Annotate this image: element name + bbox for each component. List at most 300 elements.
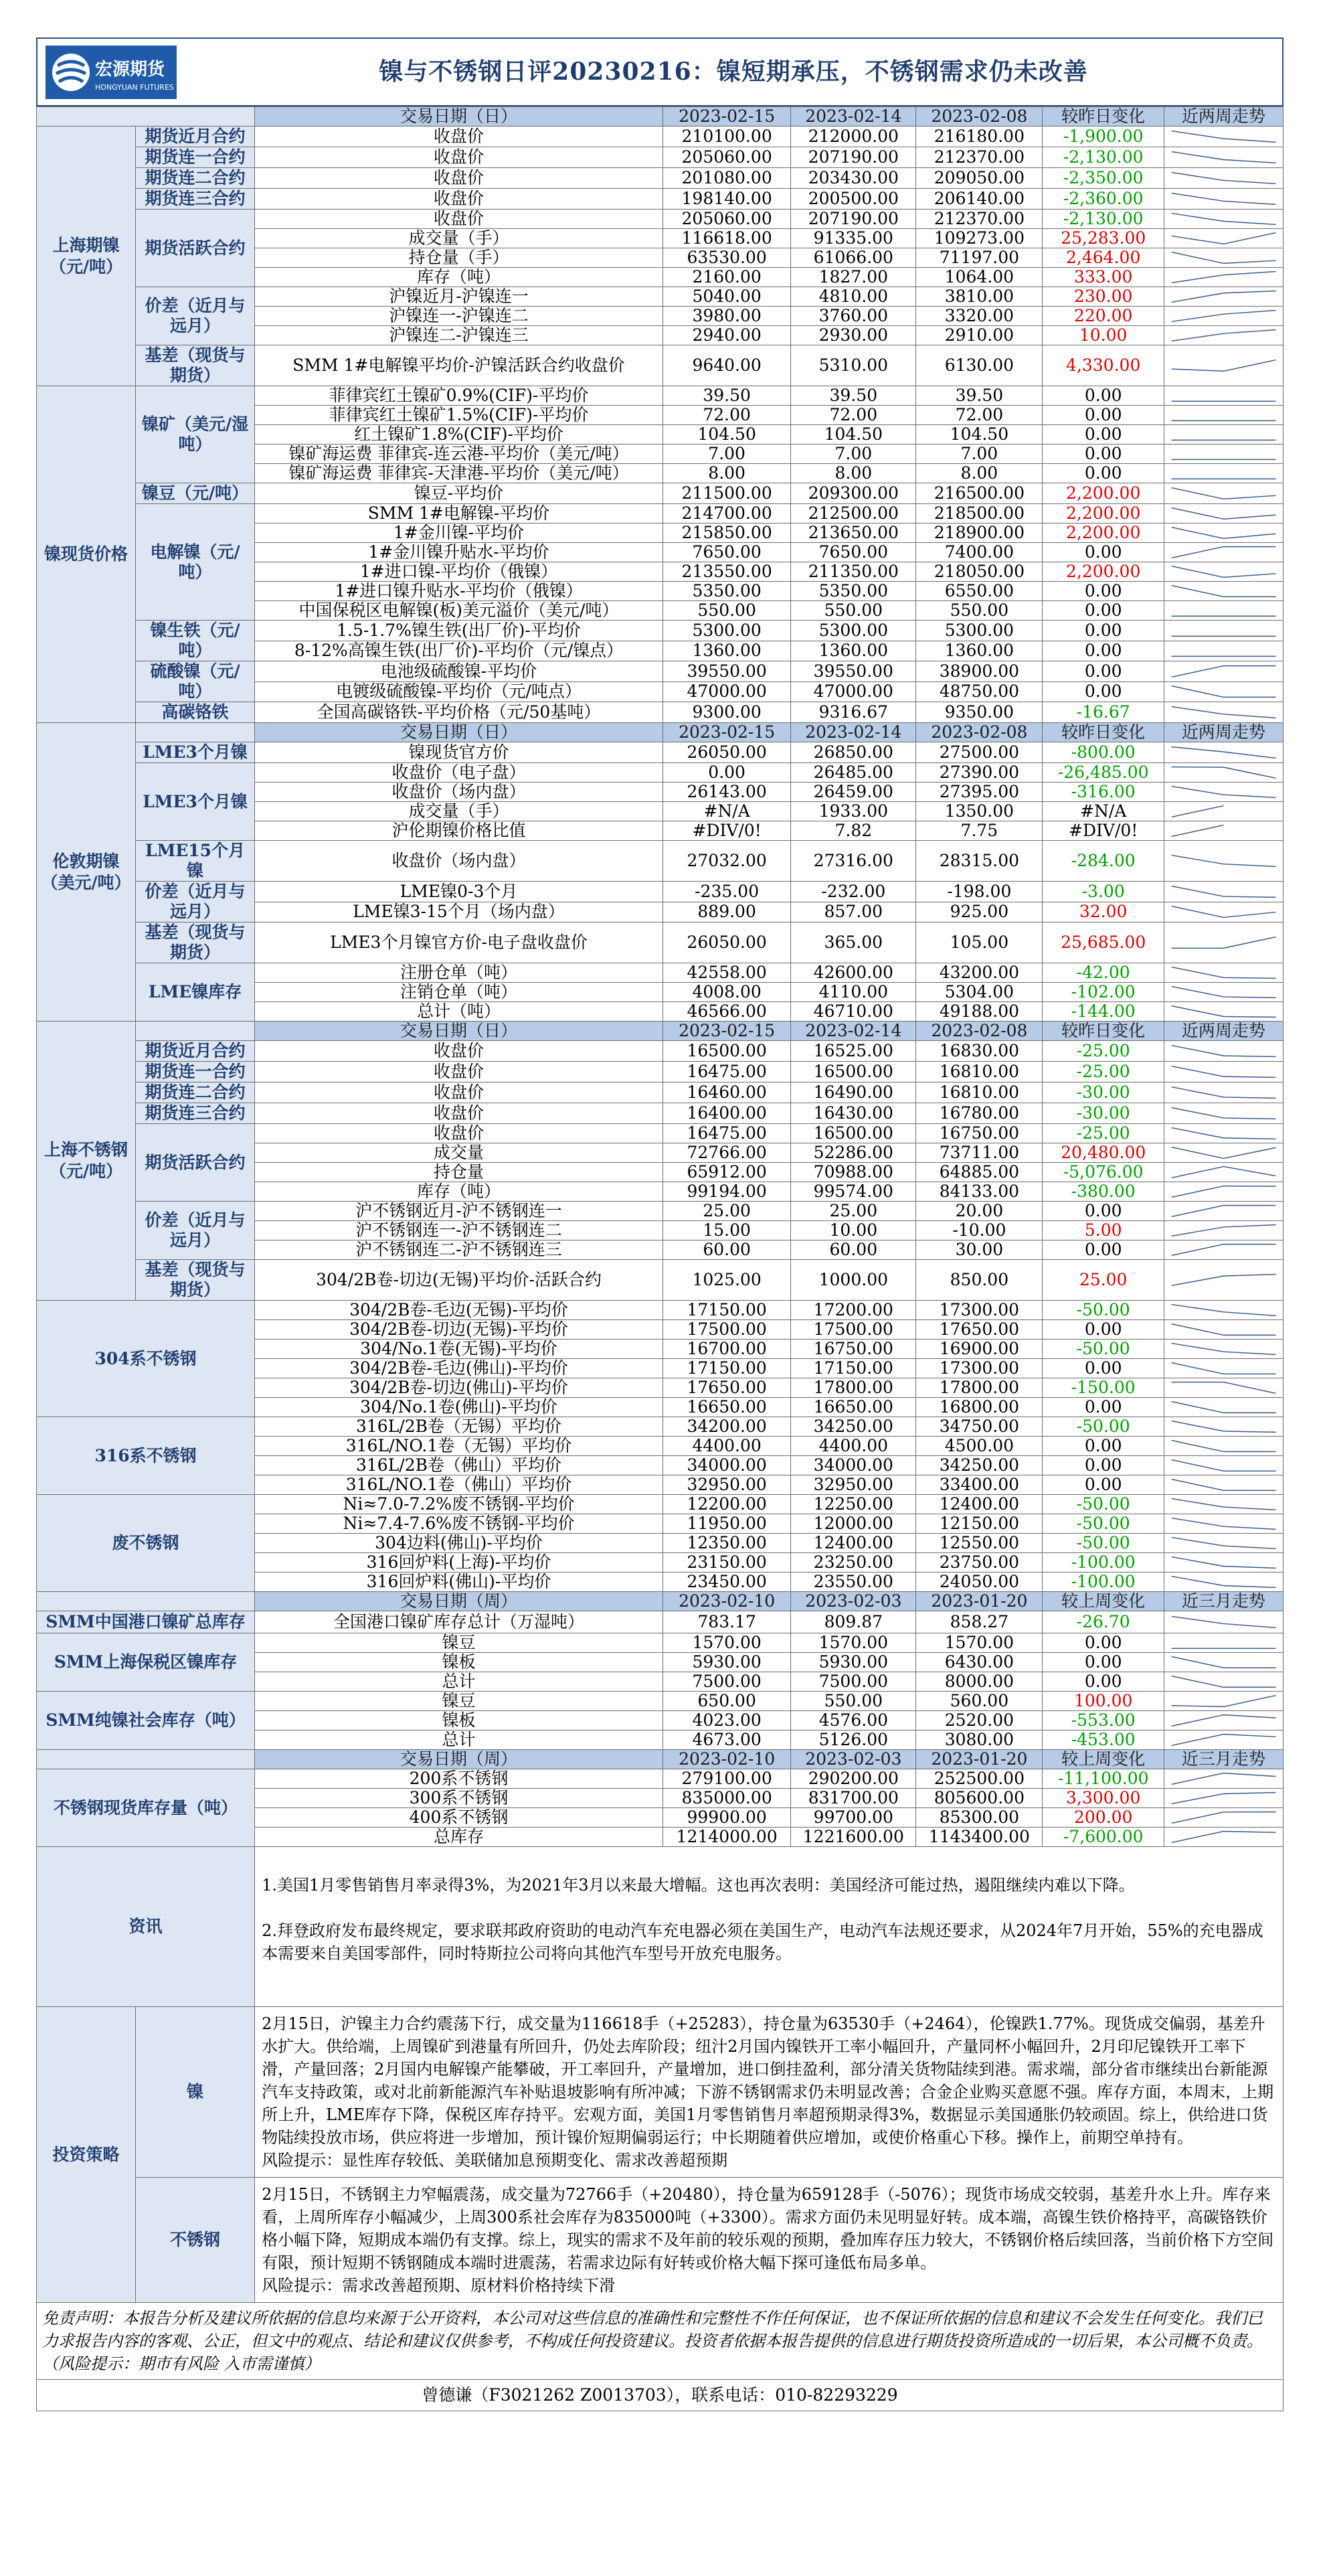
change-cell: -316.00	[1043, 783, 1164, 802]
page-title: 镍与不锈钢日评20230216：镍短期承压，不锈钢需求仍未改善	[379, 58, 1088, 86]
column-header: 2023-02-08	[916, 107, 1043, 127]
strategy-row	[37, 2178, 1284, 2303]
row-label: 成交量（手）	[255, 802, 663, 821]
value-cell: 20.00	[916, 1202, 1043, 1221]
trend-sparkline	[1164, 1260, 1283, 1301]
column-header: 2023-02-03	[791, 1750, 916, 1769]
strategy-ss-label: 不锈钢	[136, 2178, 255, 2303]
trend-sparkline	[1164, 168, 1283, 189]
value-cell: 857.00	[791, 902, 916, 922]
value-cell: 46710.00	[791, 1002, 916, 1022]
trend-sparkline	[1164, 406, 1283, 425]
value-cell: 835000.00	[663, 1789, 790, 1808]
value-cell: 16650.00	[791, 1398, 916, 1417]
value-cell: 23250.00	[791, 1553, 916, 1573]
value-cell: 16650.00	[663, 1398, 790, 1417]
trend-sparkline	[1164, 802, 1283, 821]
value-cell: 9316.67	[791, 702, 916, 723]
table-row	[37, 922, 1284, 963]
value-cell: 290200.00	[791, 1769, 916, 1789]
change-cell: -380.00	[1043, 1182, 1164, 1202]
value-cell: 1360.00	[916, 641, 1043, 661]
value-cell: 16700.00	[663, 1340, 790, 1359]
value-cell: 47000.00	[791, 681, 916, 702]
value-cell: 26143.00	[663, 783, 790, 802]
value-cell: 104.50	[663, 425, 790, 445]
trend-sparkline	[1164, 210, 1283, 229]
value-cell: 216180.00	[916, 127, 1043, 147]
value-cell: 1221600.00	[791, 1828, 916, 1847]
row-label: 300系不锈钢	[255, 1789, 663, 1808]
row-label: 镍矿海运费 菲律宾-天津港-平均价（美元/吨）	[255, 464, 663, 483]
change-cell: -50.00	[1043, 1495, 1164, 1514]
value-cell: 783.17	[663, 1611, 790, 1633]
row-label: 镍豆	[255, 1692, 663, 1711]
trend-sparkline	[1164, 307, 1283, 326]
change-cell: 0.00	[1043, 1672, 1164, 1692]
value-cell: #N/A	[663, 802, 790, 821]
change-cell: 0.00	[1043, 582, 1164, 601]
row-label: 收盘价（电子盘）	[255, 763, 663, 783]
value-cell: 925.00	[916, 902, 1043, 922]
value-cell: 2520.00	[916, 1711, 1043, 1730]
value-cell: 5300.00	[916, 621, 1043, 641]
value-cell: 27032.00	[663, 841, 790, 882]
row-label: SMM 1#电解镍平均价-沪镍活跃合约收盘价	[255, 345, 663, 386]
value-cell: 38900.00	[916, 661, 1043, 682]
trend-sparkline	[1164, 621, 1283, 641]
row-label: 8-12%高镍生铁(出厂价)-平均价（元/镍点）	[255, 641, 663, 661]
row-label: 镍板	[255, 1653, 663, 1672]
row-label: 镍现货官方价	[255, 742, 663, 763]
change-cell: 0.00	[1043, 1240, 1164, 1260]
change-cell: 0.00	[1043, 543, 1164, 562]
value-cell: 16460.00	[663, 1082, 790, 1103]
column-header: 近两周走势	[1164, 723, 1283, 742]
change-cell: 32.00	[1043, 902, 1164, 922]
value-cell: 8.00	[791, 464, 916, 483]
row-label: 304边料(佛山)-平均价	[255, 1534, 663, 1553]
change-cell: 220.00	[1043, 307, 1164, 326]
row-label: 收盘价（场内盘）	[255, 783, 663, 802]
column-header: 近三月走势	[1164, 1592, 1283, 1611]
value-cell: 8.00	[663, 464, 790, 483]
value-cell: 6430.00	[916, 1653, 1043, 1672]
value-cell: 28315.00	[916, 841, 1043, 882]
trend-sparkline	[1164, 1301, 1283, 1320]
trend-sparkline	[1164, 1730, 1283, 1750]
value-cell: 218500.00	[916, 504, 1043, 524]
value-cell: 198140.00	[663, 189, 790, 210]
change-cell: 4,330.00	[1043, 345, 1164, 386]
value-cell: 7.00	[791, 445, 916, 464]
row-label: 成交量（手）	[255, 229, 663, 248]
value-cell: 212000.00	[791, 127, 916, 147]
trend-sparkline	[1164, 326, 1283, 345]
value-cell: 2910.00	[916, 326, 1043, 345]
table-row	[37, 1202, 1284, 1221]
row-label: 收盘价	[255, 1062, 663, 1082]
section-shanghai-stainless: 上海不锈钢（元/吨）	[37, 1022, 136, 1301]
strategy-row	[37, 2007, 1284, 2178]
value-cell: 26459.00	[791, 783, 916, 802]
column-header: 交易日期（日）	[255, 107, 663, 127]
value-cell: 42558.00	[663, 963, 790, 983]
value-cell: 17150.00	[663, 1359, 790, 1378]
value-cell: 16810.00	[916, 1062, 1043, 1082]
column-header: 近三月走势	[1164, 1750, 1283, 1769]
value-cell: 34250.00	[791, 1417, 916, 1437]
value-cell: 12000.00	[791, 1514, 916, 1534]
value-cell: 73711.00	[916, 1143, 1043, 1163]
value-cell: 212500.00	[791, 504, 916, 524]
value-cell: -232.00	[791, 882, 916, 902]
value-cell: 4400.00	[791, 1437, 916, 1456]
row-label: 收盘价	[255, 189, 663, 210]
trend-sparkline	[1164, 783, 1283, 802]
value-cell: 4576.00	[791, 1711, 916, 1730]
table-header-row	[37, 723, 1284, 742]
value-cell: 12550.00	[916, 1534, 1043, 1553]
value-cell: 25.00	[663, 1202, 790, 1221]
trend-sparkline	[1164, 445, 1283, 464]
table-row	[37, 763, 1284, 783]
change-cell: #DIV/0!	[1043, 821, 1164, 841]
value-cell: 26050.00	[663, 742, 790, 763]
value-cell: 26485.00	[791, 763, 916, 783]
value-cell: 7500.00	[791, 1672, 916, 1692]
change-cell: 0.00	[1043, 425, 1164, 445]
row-label: 316回炉料(佛山)-平均价	[255, 1573, 663, 1592]
change-cell: -3.00	[1043, 882, 1164, 902]
header-blank	[37, 1750, 255, 1769]
change-cell: -50.00	[1043, 1417, 1164, 1437]
group-lme3: LME3个月镍	[136, 742, 255, 763]
change-cell: 0.00	[1043, 1398, 1164, 1417]
column-header: 2023-01-20	[916, 1592, 1043, 1611]
value-cell: 5300.00	[663, 621, 790, 641]
risk-note: 风险提示：显性库存较低、美联储加息预期变化、需求改善超预期	[262, 2151, 728, 2170]
row-label: 中国保税区电解镍(板)美元溢价（美元/吨）	[255, 601, 663, 621]
value-cell: 1570.00	[663, 1633, 790, 1653]
value-cell: 104.50	[791, 425, 916, 445]
change-cell: 100.00	[1043, 1692, 1164, 1711]
value-cell: 550.00	[791, 1692, 916, 1711]
trend-sparkline	[1164, 1082, 1283, 1103]
change-cell: 200.00	[1043, 1808, 1164, 1828]
group-nickel-sulfate: 硫酸镍（元/吨）	[136, 661, 255, 702]
value-cell: 201080.00	[663, 168, 790, 189]
column-header: 较昨日变化	[1043, 107, 1164, 127]
value-cell: 1214000.00	[663, 1828, 790, 1847]
column-header: 交易日期（周）	[255, 1592, 663, 1611]
group-lme3-detail: LME3个月镍	[136, 763, 255, 841]
value-cell: 72.00	[791, 406, 916, 425]
value-cell: 30.00	[916, 1240, 1043, 1260]
table-row	[37, 841, 1284, 882]
value-cell: 43200.00	[916, 963, 1043, 983]
value-cell: 2160.00	[663, 268, 790, 287]
value-cell: 858.27	[916, 1611, 1043, 1633]
table-row	[37, 168, 1284, 189]
row-label: 库存（吨）	[255, 268, 663, 287]
value-cell: 9350.00	[916, 702, 1043, 723]
value-cell: 831700.00	[791, 1789, 916, 1808]
table-row	[37, 742, 1284, 763]
row-label: 菲律宾红土镍矿0.9%(CIF)-平均价	[255, 386, 663, 406]
trend-sparkline	[1164, 425, 1283, 445]
change-cell: 0.00	[1043, 386, 1164, 406]
group-contract-3: 期货连三合约	[136, 189, 255, 210]
trend-sparkline	[1164, 1633, 1283, 1653]
group-ss-near-month: 期货近月合约	[136, 1041, 255, 1062]
trend-sparkline	[1164, 1202, 1283, 1221]
value-cell: 5126.00	[791, 1730, 916, 1750]
value-cell: 25.00	[791, 1202, 916, 1221]
change-cell: 333.00	[1043, 268, 1164, 287]
value-cell: -10.00	[916, 1221, 1043, 1240]
row-label: 全国高碳铬铁-平均价格（元/50基吨）	[255, 702, 663, 723]
change-cell: -26.70	[1043, 1611, 1164, 1633]
value-cell: 5930.00	[791, 1653, 916, 1672]
row-label: 沪镍近月-沪镍连一	[255, 287, 663, 307]
change-cell: 0.00	[1043, 1359, 1164, 1378]
value-cell: 26050.00	[663, 922, 790, 963]
value-cell: 1360.00	[663, 641, 790, 661]
row-label: 沪不锈钢连一-沪不锈钢连二	[255, 1221, 663, 1240]
value-cell: 9300.00	[663, 702, 790, 723]
value-cell: 207190.00	[791, 210, 916, 229]
value-cell: 33400.00	[916, 1475, 1043, 1495]
change-cell: 0.00	[1043, 1202, 1164, 1221]
trend-sparkline	[1164, 248, 1283, 268]
row-label: 收盘价	[255, 147, 663, 168]
row-label: SMM 1#电解镍-平均价	[255, 504, 663, 524]
column-header: 交易日期（周）	[255, 1750, 663, 1769]
table-row	[37, 483, 1284, 504]
change-cell: -11,100.00	[1043, 1769, 1164, 1789]
table-row	[37, 1103, 1284, 1124]
trend-sparkline	[1164, 641, 1283, 661]
column-header: 较昨日变化	[1043, 723, 1164, 742]
change-cell: -42.00	[1043, 963, 1164, 983]
row-label: 304/2B卷-切边(无锡)平均价-活跃合约	[255, 1260, 663, 1301]
value-cell: 7.82	[791, 821, 916, 841]
group-ss-contract-1: 期货连一合约	[136, 1062, 255, 1082]
row-label: 沪伦期镍价格比值	[255, 821, 663, 841]
trend-sparkline	[1164, 661, 1283, 682]
column-header: 近两周走势	[1164, 1022, 1283, 1041]
trend-sparkline	[1164, 902, 1283, 922]
value-cell: 17200.00	[791, 1301, 916, 1320]
value-cell: 16475.00	[663, 1062, 790, 1082]
group-active-contract: 期货活跃合约	[136, 210, 255, 287]
trend-sparkline	[1164, 1320, 1283, 1340]
group-ss-basis: 基差（现货与期货）	[136, 1260, 255, 1301]
value-cell: 15.00	[663, 1221, 790, 1240]
value-cell: 42600.00	[791, 963, 916, 983]
table-row	[37, 1495, 1284, 1514]
value-cell: 365.00	[791, 922, 916, 963]
change-cell: 2,200.00	[1043, 562, 1164, 582]
value-cell: 650.00	[663, 1692, 790, 1711]
group-contract-1: 期货连一合约	[136, 147, 255, 168]
value-cell: 16830.00	[916, 1041, 1043, 1062]
value-cell: 116618.00	[663, 229, 790, 248]
value-cell: 211500.00	[663, 483, 790, 504]
table-row	[37, 147, 1284, 168]
value-cell: 17300.00	[916, 1301, 1043, 1320]
value-cell: 16430.00	[791, 1103, 916, 1124]
trend-sparkline	[1164, 922, 1283, 963]
value-cell: 2940.00	[663, 326, 790, 345]
row-label: LME镍0-3个月	[255, 882, 663, 902]
group-near-month: 期货近月合约	[136, 127, 255, 147]
value-cell: 27390.00	[916, 763, 1043, 783]
group-lme-spread: 价差（近月与远月）	[136, 882, 255, 922]
trend-sparkline	[1164, 601, 1283, 621]
change-cell: -25.00	[1043, 1124, 1164, 1143]
row-label: LME镍3-15个月（场内盘）	[255, 902, 663, 922]
row-label: 收盘价	[255, 210, 663, 229]
row-label: 持仓量	[255, 1163, 663, 1182]
value-cell: 216500.00	[916, 483, 1043, 504]
change-cell: 0.00	[1043, 621, 1164, 641]
table-header-row	[37, 1592, 1284, 1611]
trend-sparkline	[1164, 1769, 1283, 1789]
disclaimer-row	[37, 2303, 1284, 2380]
table-row	[37, 1301, 1284, 1320]
value-cell: 215850.00	[663, 524, 790, 543]
header-blank	[136, 723, 255, 742]
value-cell: 205060.00	[663, 147, 790, 168]
change-cell: -50.00	[1043, 1514, 1164, 1534]
change-cell: -30.00	[1043, 1082, 1164, 1103]
value-cell: 109273.00	[916, 229, 1043, 248]
company-logo	[44, 43, 178, 102]
value-cell: 46566.00	[663, 1002, 790, 1022]
value-cell: 34250.00	[916, 1456, 1043, 1475]
value-cell: 550.00	[916, 601, 1043, 621]
trend-sparkline	[1164, 1002, 1283, 1022]
value-cell: 218900.00	[916, 524, 1043, 543]
value-cell: 16800.00	[916, 1398, 1043, 1417]
value-cell: 4008.00	[663, 983, 790, 1002]
value-cell: 17300.00	[916, 1359, 1043, 1378]
value-cell: 17650.00	[916, 1320, 1043, 1340]
value-cell: 26850.00	[791, 742, 916, 763]
value-cell: 1025.00	[663, 1260, 790, 1301]
strategy-nickel-text	[255, 2007, 1284, 2178]
trend-sparkline	[1164, 882, 1283, 902]
group-lme15: LME15个月镍	[136, 841, 255, 882]
change-cell: -2,360.00	[1043, 189, 1164, 210]
value-cell: 34200.00	[663, 1417, 790, 1437]
value-cell: 1933.00	[791, 802, 916, 821]
value-cell: 16525.00	[791, 1041, 916, 1062]
value-cell: 16500.00	[791, 1124, 916, 1143]
value-cell: 3320.00	[916, 307, 1043, 326]
change-cell: 2,200.00	[1043, 504, 1164, 524]
value-cell: 72766.00	[663, 1143, 790, 1163]
contact-footer: 曾德谦（F3021262 Z0013703），联系电话：010-82293229	[37, 2380, 1284, 2411]
column-header: 2023-02-15	[663, 723, 790, 742]
value-cell: 3980.00	[663, 307, 790, 326]
value-cell: 99900.00	[663, 1808, 790, 1828]
row-label: 红土镍矿1.8%(CIF)-平均价	[255, 425, 663, 445]
value-cell: 4023.00	[663, 1711, 790, 1730]
value-cell: 7650.00	[791, 543, 916, 562]
trend-sparkline	[1164, 1692, 1283, 1711]
trend-sparkline	[1164, 504, 1283, 524]
column-header: 2023-02-08	[916, 1022, 1043, 1041]
value-cell: 0.00	[663, 763, 790, 783]
row-label: 总计（吨）	[255, 1002, 663, 1022]
value-cell: 16400.00	[663, 1103, 790, 1124]
change-cell: -100.00	[1043, 1573, 1164, 1592]
group-contract-2: 期货连二合约	[136, 168, 255, 189]
trend-sparkline	[1164, 1514, 1283, 1534]
value-cell: 850.00	[916, 1260, 1043, 1301]
value-cell: 16500.00	[663, 1041, 790, 1062]
value-cell: 211350.00	[791, 562, 916, 582]
svg-text:宏源期货: 宏源期货	[95, 60, 165, 80]
value-cell: 7.00	[916, 445, 1043, 464]
row-label: 总计	[255, 1730, 663, 1750]
change-cell: 3,300.00	[1043, 1789, 1164, 1808]
value-cell: 16750.00	[791, 1340, 916, 1359]
data-table	[36, 106, 1284, 2411]
value-cell: 209050.00	[916, 168, 1043, 189]
row-label: 总库存	[255, 1828, 663, 1847]
value-cell: 16750.00	[916, 1124, 1043, 1143]
group-ss-contract-2: 期货连二合约	[136, 1082, 255, 1103]
value-cell: 61066.00	[791, 248, 916, 268]
group-basis: 基差（现货与期货）	[136, 345, 255, 386]
value-cell: 212370.00	[916, 210, 1043, 229]
section-ss-inventory: 不锈钢现货库存量（吨）	[37, 1769, 255, 1847]
group-nickel-bean: 镍豆（元/吨）	[136, 483, 255, 504]
trend-sparkline	[1164, 268, 1283, 287]
value-cell: 7.75	[916, 821, 1043, 841]
trend-sparkline	[1164, 127, 1283, 147]
change-cell: -100.00	[1043, 1553, 1164, 1573]
row-label: 收盘价	[255, 1082, 663, 1103]
column-header: 交易日期（日）	[255, 723, 663, 742]
change-cell: 10.00	[1043, 326, 1164, 345]
value-cell: 84133.00	[916, 1182, 1043, 1202]
change-cell: -144.00	[1043, 1002, 1164, 1022]
value-cell: 2930.00	[791, 326, 916, 345]
row-label: 1#金川镍升贴水-平均价	[255, 543, 663, 562]
value-cell: 17150.00	[791, 1359, 916, 1378]
value-cell: 105.00	[916, 922, 1043, 963]
row-label: 总计	[255, 1672, 663, 1692]
trend-sparkline	[1164, 1041, 1283, 1062]
row-label: 1#金川镍-平均价	[255, 524, 663, 543]
value-cell: -198.00	[916, 882, 1043, 902]
column-header: 2023-01-20	[916, 1750, 1043, 1769]
value-cell: 252500.00	[916, 1769, 1043, 1789]
table-header-row	[37, 1750, 1284, 1769]
change-cell: 2,200.00	[1043, 483, 1164, 504]
group-lme-basis: 基差（现货与期货）	[136, 922, 255, 963]
table-row	[37, 127, 1284, 147]
table-row	[37, 1041, 1284, 1062]
trend-sparkline	[1164, 1611, 1283, 1633]
change-cell: 0.00	[1043, 1475, 1164, 1495]
trend-sparkline	[1164, 1672, 1283, 1692]
